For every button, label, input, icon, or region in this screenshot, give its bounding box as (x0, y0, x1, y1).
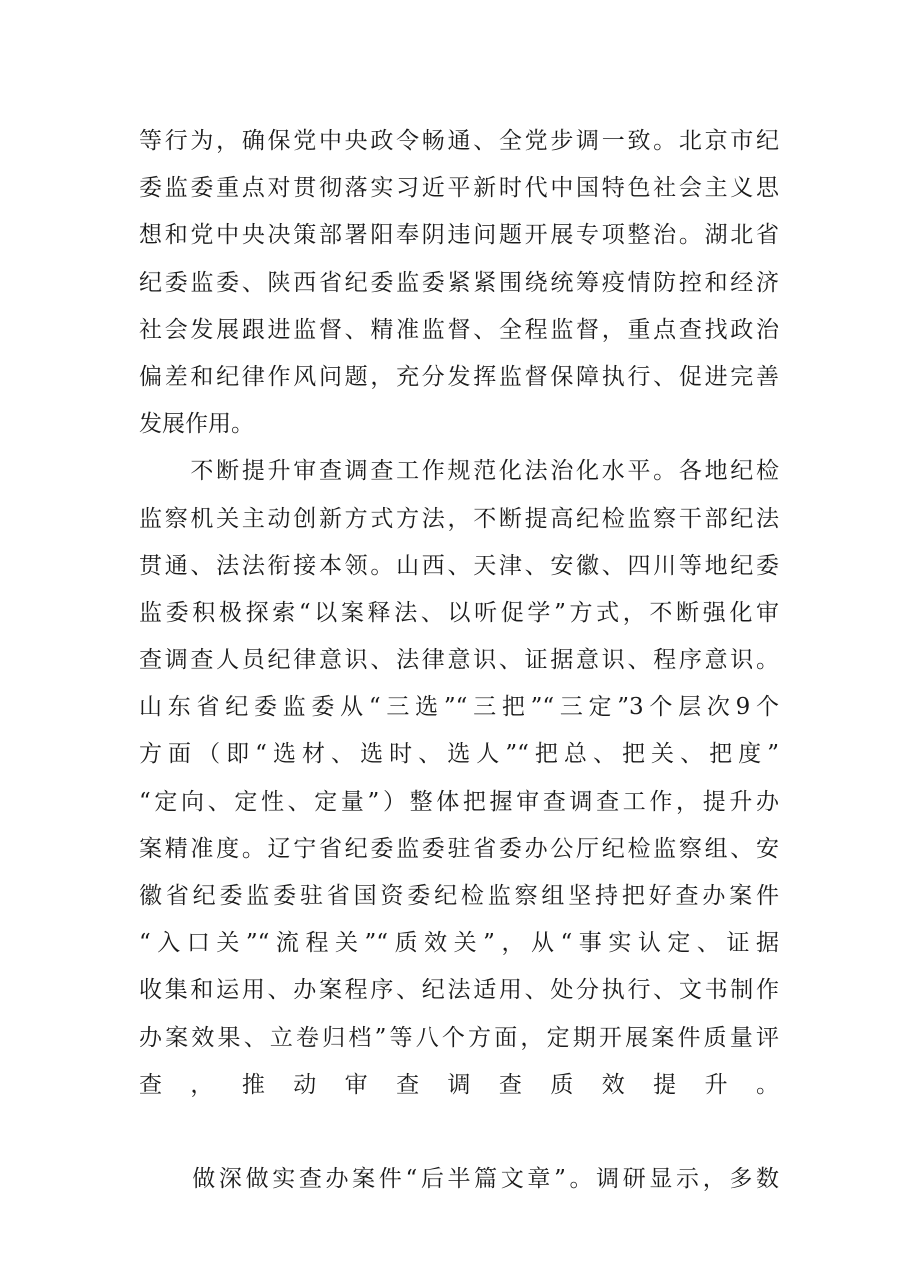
text-line: 监察机关主动创新方式方法，不断提高纪检监察干部纪法 (139, 505, 779, 532)
text-line: “定向、定性、定量”）整体把握审查调查工作，提升办 (139, 788, 779, 815)
text-line: 查调查人员纪律意识、法律意识、证据意识、程序意识。 (139, 647, 779, 674)
text-line: 徽省纪委监委驻省国资委纪检监察组坚持把好查办案件 (139, 883, 779, 909)
text-line: 社会发展跟进监督、精准监督、全程监督，重点查找政治 (139, 316, 779, 343)
paragraph-3 (139, 1156, 779, 1203)
text-line: 等行为，确保党中央政令畅通、全党步调一致。北京市纪 (139, 128, 779, 154)
text-line: 监委积极探索“以案释法、以听促学”方式，不断强化审 (139, 599, 779, 626)
text-line: 偏差和纪律作风问题，充分发挥监督保障执行、促进完善 (139, 363, 779, 390)
text-line: 委监委重点对贯彻落实习近平新时代中国特色社会主义思 (139, 175, 779, 202)
text-line: 案精准度。辽宁省纪委监委驻省委办公厅纪检监察组、安 (139, 835, 779, 862)
text-line: 方面（即“选材、选时、选人”“把总、把关、把度” (139, 741, 779, 768)
text-line: 查，推动审查调查质效提升。 (139, 1071, 779, 1098)
text-line: 贯通、法法衔接本领。山西、天津、安徽、四川等地纪委 (139, 552, 779, 579)
text-line: 山东省纪委监委从“三选”“三把”“三定”3个层次9个 (139, 694, 779, 721)
paragraph-2 (139, 448, 779, 1156)
paragraph-1 (139, 118, 779, 448)
text-line: 办案效果、立卷归档”等八个方面，定期开展案件质量评 (139, 1024, 779, 1051)
text-line: 想和党中央决策部署阳奉阴违问题开展专项整治。湖北省 (139, 222, 779, 249)
text-line: 纪委监委、陕西省纪委监委紧紧围绕统筹疫情防控和经济 (139, 269, 779, 296)
text-line: 发展作用。 (139, 411, 254, 438)
text-line: “入口关”“流程关”“质效关”，从“事实认定、证据 (139, 930, 779, 957)
text-line (139, 1109, 779, 1156)
text-line: 收集和运用、办案程序、纪法适用、处分执行、文书制作 (139, 977, 779, 1004)
text-line: 做深做实查办案件“后半篇文章”。调研显示，多数 (139, 1166, 779, 1193)
body-text (139, 118, 779, 1203)
text-line: 不断提升审查调查工作规范化法治化水平。各地纪检 (139, 458, 779, 485)
